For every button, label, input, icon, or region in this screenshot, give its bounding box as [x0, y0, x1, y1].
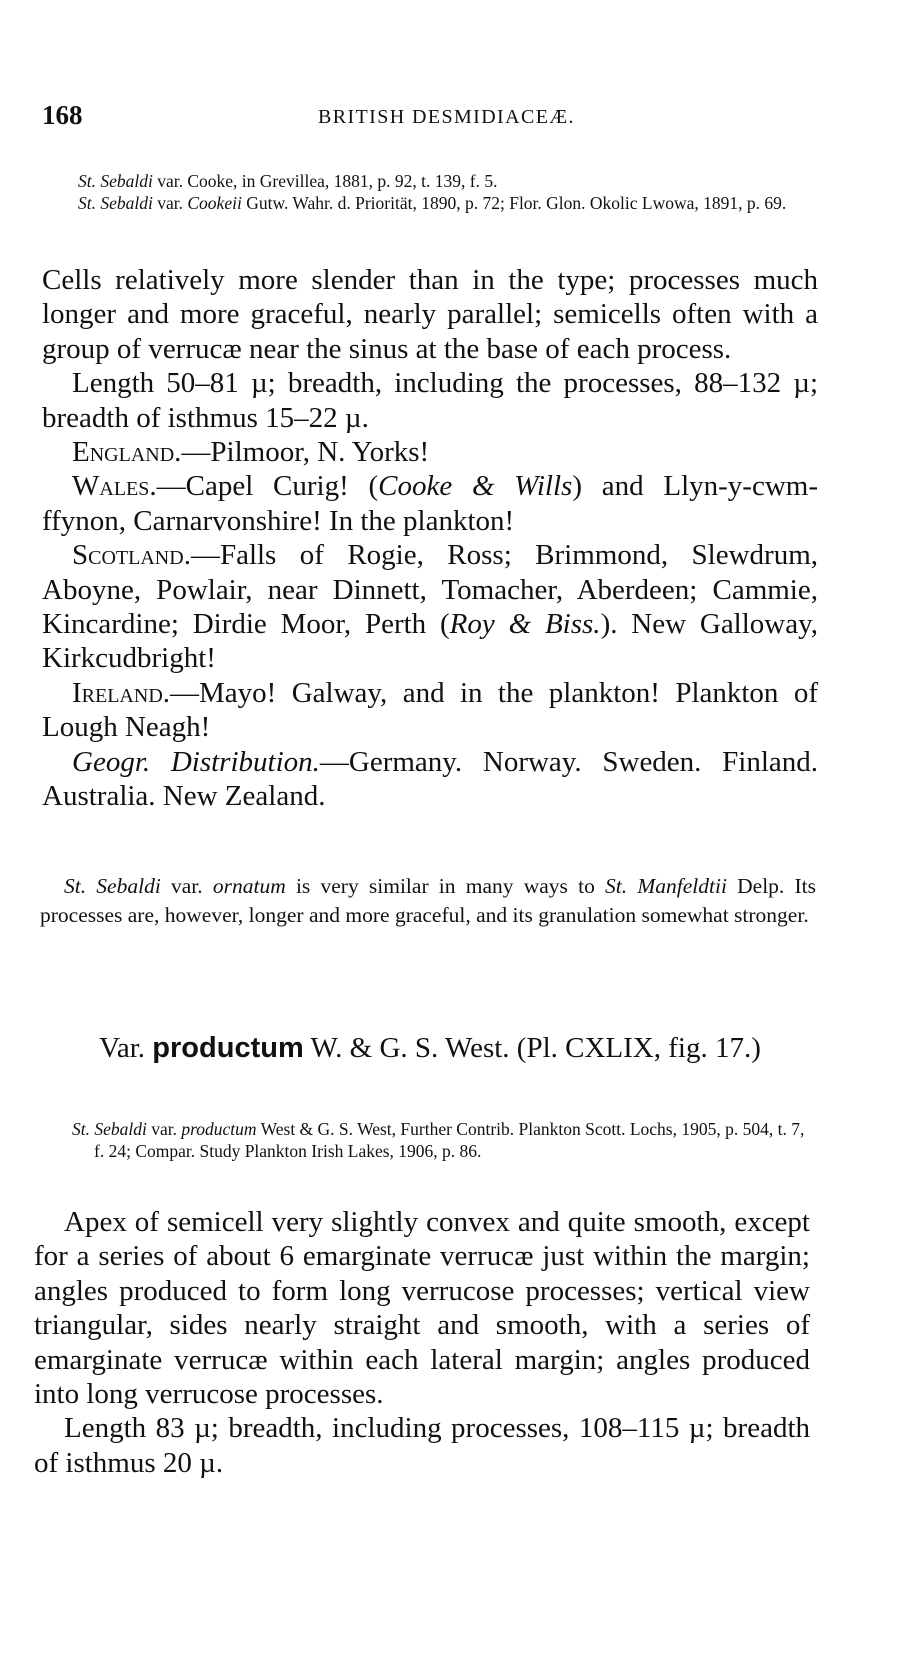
- page-header: [42, 100, 842, 136]
- variety-name: productum: [152, 1032, 304, 1064]
- locality-scotland: Scotland.—Falls of Rogie, Ross; Brimmond, Slewdrum, Aboyne, Powlair, near Dinnett, Tomacher, Aberdeen; Cammie, Kincardine; Dirdie Moor, Perth (Roy & Biss.). New Galloway, Kirkcudbright!: [42, 539, 818, 675]
- reference-line: St. Sebaldi var. Cooke, in Grevillea, 1881, p. 92, t. 139, f. 5.: [78, 171, 498, 191]
- geographic-distribution: Geogr. Distribution.—Germany. Norway. Sweden. Finland. Australia. New Zealand.: [42, 745, 819, 813]
- page-number: 168: [42, 100, 83, 130]
- reference-line: St. Sebaldi var. productum West & G. S. West, Further Contrib. Plankton Scott. Lochs, 1905, p. 504, t. 7, f. 24; Compar. Study Plankton Irish Lakes, 1906, p. 86.: [72, 1119, 805, 1161]
- locality-ireland: Ireland.—Mayo! Galway, and in the plankton! Plankton of Lough Neagh!: [42, 676, 818, 744]
- locality-wales: Wales.—Capel Curig! (Cooke & Wills) and Llyn-y-cwm-ffynon, Carnarvonshire! In the plankton!: [42, 470, 818, 537]
- reference-line: St. Sebaldi var. Cookeii Gutw. Wahr. d. Priorität, 1890, p. 72; Flor. Glon. Okolic Lwowa, 1891, p. 69.: [78, 193, 787, 213]
- comparative-note: [40, 872, 816, 930]
- description-paragraph: Cells relatively more slender than in the type; processes much longer and more graceful, nearly parallel; semicells often with a group of verrucæ near the sinus at the base of each process.: [42, 264, 818, 365]
- measurements-paragraph: Length 83 µ; breadth, including processes, 108–115 µ; breadth of isthmus 20 µ.: [34, 1412, 810, 1479]
- description-paragraph: Apex of semicell very slightly convex and quite smooth, except for a series of about 6 emarginate verrucæ just within the margin; angles produced to form long verrucose processes; vertical view triangular, sides nearly straight and smooth, with a series of emarginate verrucæ within each lateral margin; angles produced into long verrucose processes.: [34, 1206, 810, 1411]
- variety-references: [72, 1118, 818, 1162]
- variety-heading: Var. productum W. & G. S. West. (Pl. CXLIX, fig. 17.): [99, 1032, 761, 1064]
- variety-description: [34, 1205, 810, 1480]
- measurements-paragraph: Length 50–81 µ; breadth, including the processes, 88–132 µ; breadth of isthmus 15–22 µ.: [42, 367, 818, 434]
- locality-england: England.—Pilmoor, N. Yorks!: [72, 436, 430, 469]
- species-description: [42, 263, 818, 814]
- note-paragraph: St. Sebaldi var. ornatum is very similar in many ways to St. Manfeldtii Delp. Its processes are, however, longer and more graceful, and its granulation somewhat stronger.: [40, 874, 817, 927]
- synonym-references: [78, 170, 818, 214]
- running-title: BRITISH DESMIDIACEÆ.: [318, 106, 575, 128]
